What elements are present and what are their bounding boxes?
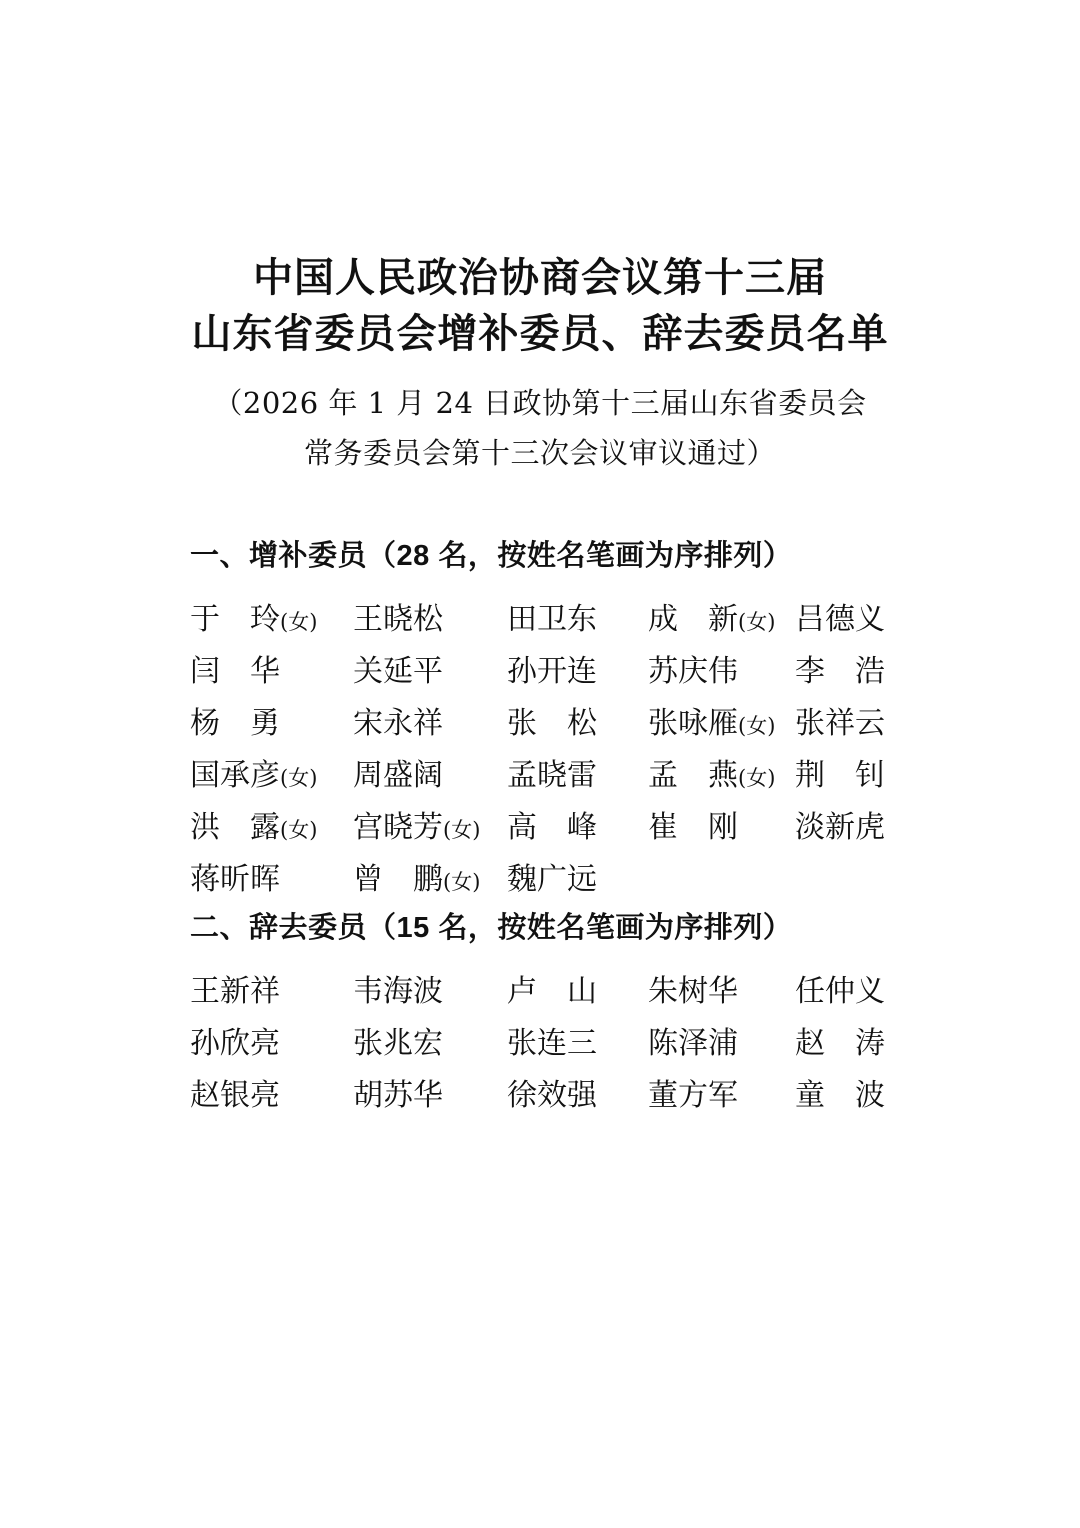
- member-name: [190, 698, 353, 742]
- name-row: [190, 1066, 890, 1118]
- member-name-text: 于 玲: [190, 602, 280, 637]
- member-name: [795, 966, 890, 1010]
- member-name: [648, 966, 795, 1010]
- name-row: [190, 1014, 890, 1066]
- member-name: [190, 1018, 353, 1062]
- member-name-text: 陈泽浦: [648, 1026, 738, 1061]
- member-name-text: 杨 勇: [190, 706, 280, 741]
- name-row: [190, 850, 890, 902]
- member-name: [507, 854, 648, 898]
- member-name-text: 闫 华: [190, 654, 280, 689]
- member-name: [795, 802, 890, 846]
- female-marker: (女): [443, 870, 481, 894]
- member-name: [353, 1070, 507, 1114]
- member-name: [507, 750, 648, 794]
- member-name: [353, 802, 507, 846]
- name-row: [190, 642, 890, 694]
- member-name: [190, 646, 353, 690]
- member-name: [648, 646, 795, 690]
- resigned-members-name-grid: [190, 962, 890, 1118]
- member-name: [353, 698, 507, 742]
- member-name-text: 张连三: [507, 1026, 597, 1061]
- member-name-text: 王晓松: [353, 602, 443, 637]
- member-name: [507, 1070, 648, 1114]
- member-name-text: 蒋昕晖: [190, 862, 280, 897]
- member-name-text: 卢 山: [507, 974, 597, 1009]
- member-name-text: 徐效强: [507, 1078, 597, 1113]
- member-name-text: 孙欣亮: [190, 1026, 280, 1061]
- member-name-text: 张咏雁: [648, 706, 738, 741]
- member-name-text: 胡苏华: [353, 1078, 443, 1113]
- member-name-text: 淡新虎: [795, 810, 885, 845]
- member-name: [648, 594, 795, 638]
- member-name-text: 张 松: [507, 706, 597, 741]
- member-name-text: 高 峰: [507, 810, 597, 845]
- member-name-text: 田卫东: [507, 602, 597, 637]
- document-subtitle: [190, 378, 890, 478]
- member-name: [507, 966, 648, 1010]
- member-name-text: 国承彦: [190, 758, 280, 793]
- member-name-text: 张祥云: [795, 706, 885, 741]
- member-name-text: 宫晓芳: [353, 810, 443, 845]
- document-subtitle-line2: 常务委员会第十三次会议审议通过）: [303, 436, 776, 470]
- member-name: [507, 646, 648, 690]
- member-name: [190, 854, 353, 898]
- female-marker: (女): [280, 818, 318, 842]
- member-name-text: 李 浩: [795, 654, 885, 689]
- member-name-text: 赵 涛: [795, 1026, 885, 1061]
- member-name-text: 崔 刚: [648, 810, 738, 845]
- document-title-line2: 山东省委员会增补委员、辞去委员名单: [191, 311, 889, 356]
- member-name-text: 魏广远: [507, 862, 597, 897]
- member-name-text: 董方军: [648, 1078, 738, 1113]
- document-content: [190, 250, 890, 1118]
- female-marker: (女): [280, 610, 318, 634]
- female-marker: (女): [280, 766, 318, 790]
- female-marker: (女): [738, 714, 776, 738]
- member-name: [190, 1070, 353, 1114]
- member-name-text: 童 波: [795, 1078, 885, 1113]
- member-name: [648, 1018, 795, 1062]
- member-name-text: 王新祥: [190, 974, 280, 1009]
- member-name: [353, 1018, 507, 1062]
- section-heading-resigned-members: 二、辞去委员（15 名，按姓名笔画为序排列）: [190, 912, 793, 944]
- member-name-text: 苏庆伟: [648, 654, 738, 689]
- member-name: [795, 1018, 890, 1062]
- document-subtitle-line1: （2026 年 1 月 24 日政协第十三届山东省委员会: [213, 386, 867, 420]
- member-name: [648, 802, 795, 846]
- member-name: [507, 802, 648, 846]
- member-name: [507, 698, 648, 742]
- member-name: [353, 594, 507, 638]
- member-name-text: 洪 露: [190, 810, 280, 845]
- name-row: [190, 590, 890, 642]
- member-name-text: 宋永祥: [353, 706, 443, 741]
- member-name: [507, 594, 648, 638]
- female-marker: (女): [443, 818, 481, 842]
- member-name: [190, 750, 353, 794]
- female-marker: (女): [738, 766, 776, 790]
- member-name-text: 孟晓雷: [507, 758, 597, 793]
- female-marker: (女): [738, 610, 776, 634]
- member-name-text: 任仲义: [795, 974, 885, 1009]
- name-row: [190, 798, 890, 850]
- member-name: [795, 646, 890, 690]
- member-name: [795, 750, 890, 794]
- member-name-text: 赵银亮: [190, 1078, 280, 1113]
- member-name-text: 关延平: [353, 654, 443, 689]
- member-name-text: 成 新: [648, 602, 738, 637]
- member-name-text: 周盛阔: [353, 758, 443, 793]
- name-row: [190, 694, 890, 746]
- member-name: [190, 802, 353, 846]
- member-name: [190, 966, 353, 1010]
- member-name-text: 曾 鹏: [353, 862, 443, 897]
- member-name-text: 朱树华: [648, 974, 738, 1009]
- section-heading-added-members: 一、增补委员（28 名，按姓名笔画为序排列）: [190, 540, 793, 572]
- member-name: [795, 1070, 890, 1114]
- member-name-text: 张兆宏: [353, 1026, 443, 1061]
- member-name-text: 韦海波: [353, 974, 443, 1009]
- member-name: [507, 1018, 648, 1062]
- member-name: [648, 1070, 795, 1114]
- member-name: [795, 594, 890, 638]
- member-name: [795, 698, 890, 742]
- member-name: [648, 750, 795, 794]
- document-title-line1: 中国人民政治协商会议第十三届: [253, 255, 827, 300]
- member-name: [648, 698, 795, 742]
- name-row: [190, 746, 890, 798]
- member-name: [353, 854, 507, 898]
- member-name: [353, 750, 507, 794]
- member-name: [353, 966, 507, 1010]
- member-name-text: 孟 燕: [648, 758, 738, 793]
- member-name-text: 荆 钊: [795, 758, 885, 793]
- added-members-name-grid: [190, 590, 890, 902]
- member-name: [190, 594, 353, 638]
- member-name: [353, 646, 507, 690]
- member-name-text: 吕德义: [795, 602, 885, 637]
- member-name-text: 孙开连: [507, 654, 597, 689]
- name-row: [190, 962, 890, 1014]
